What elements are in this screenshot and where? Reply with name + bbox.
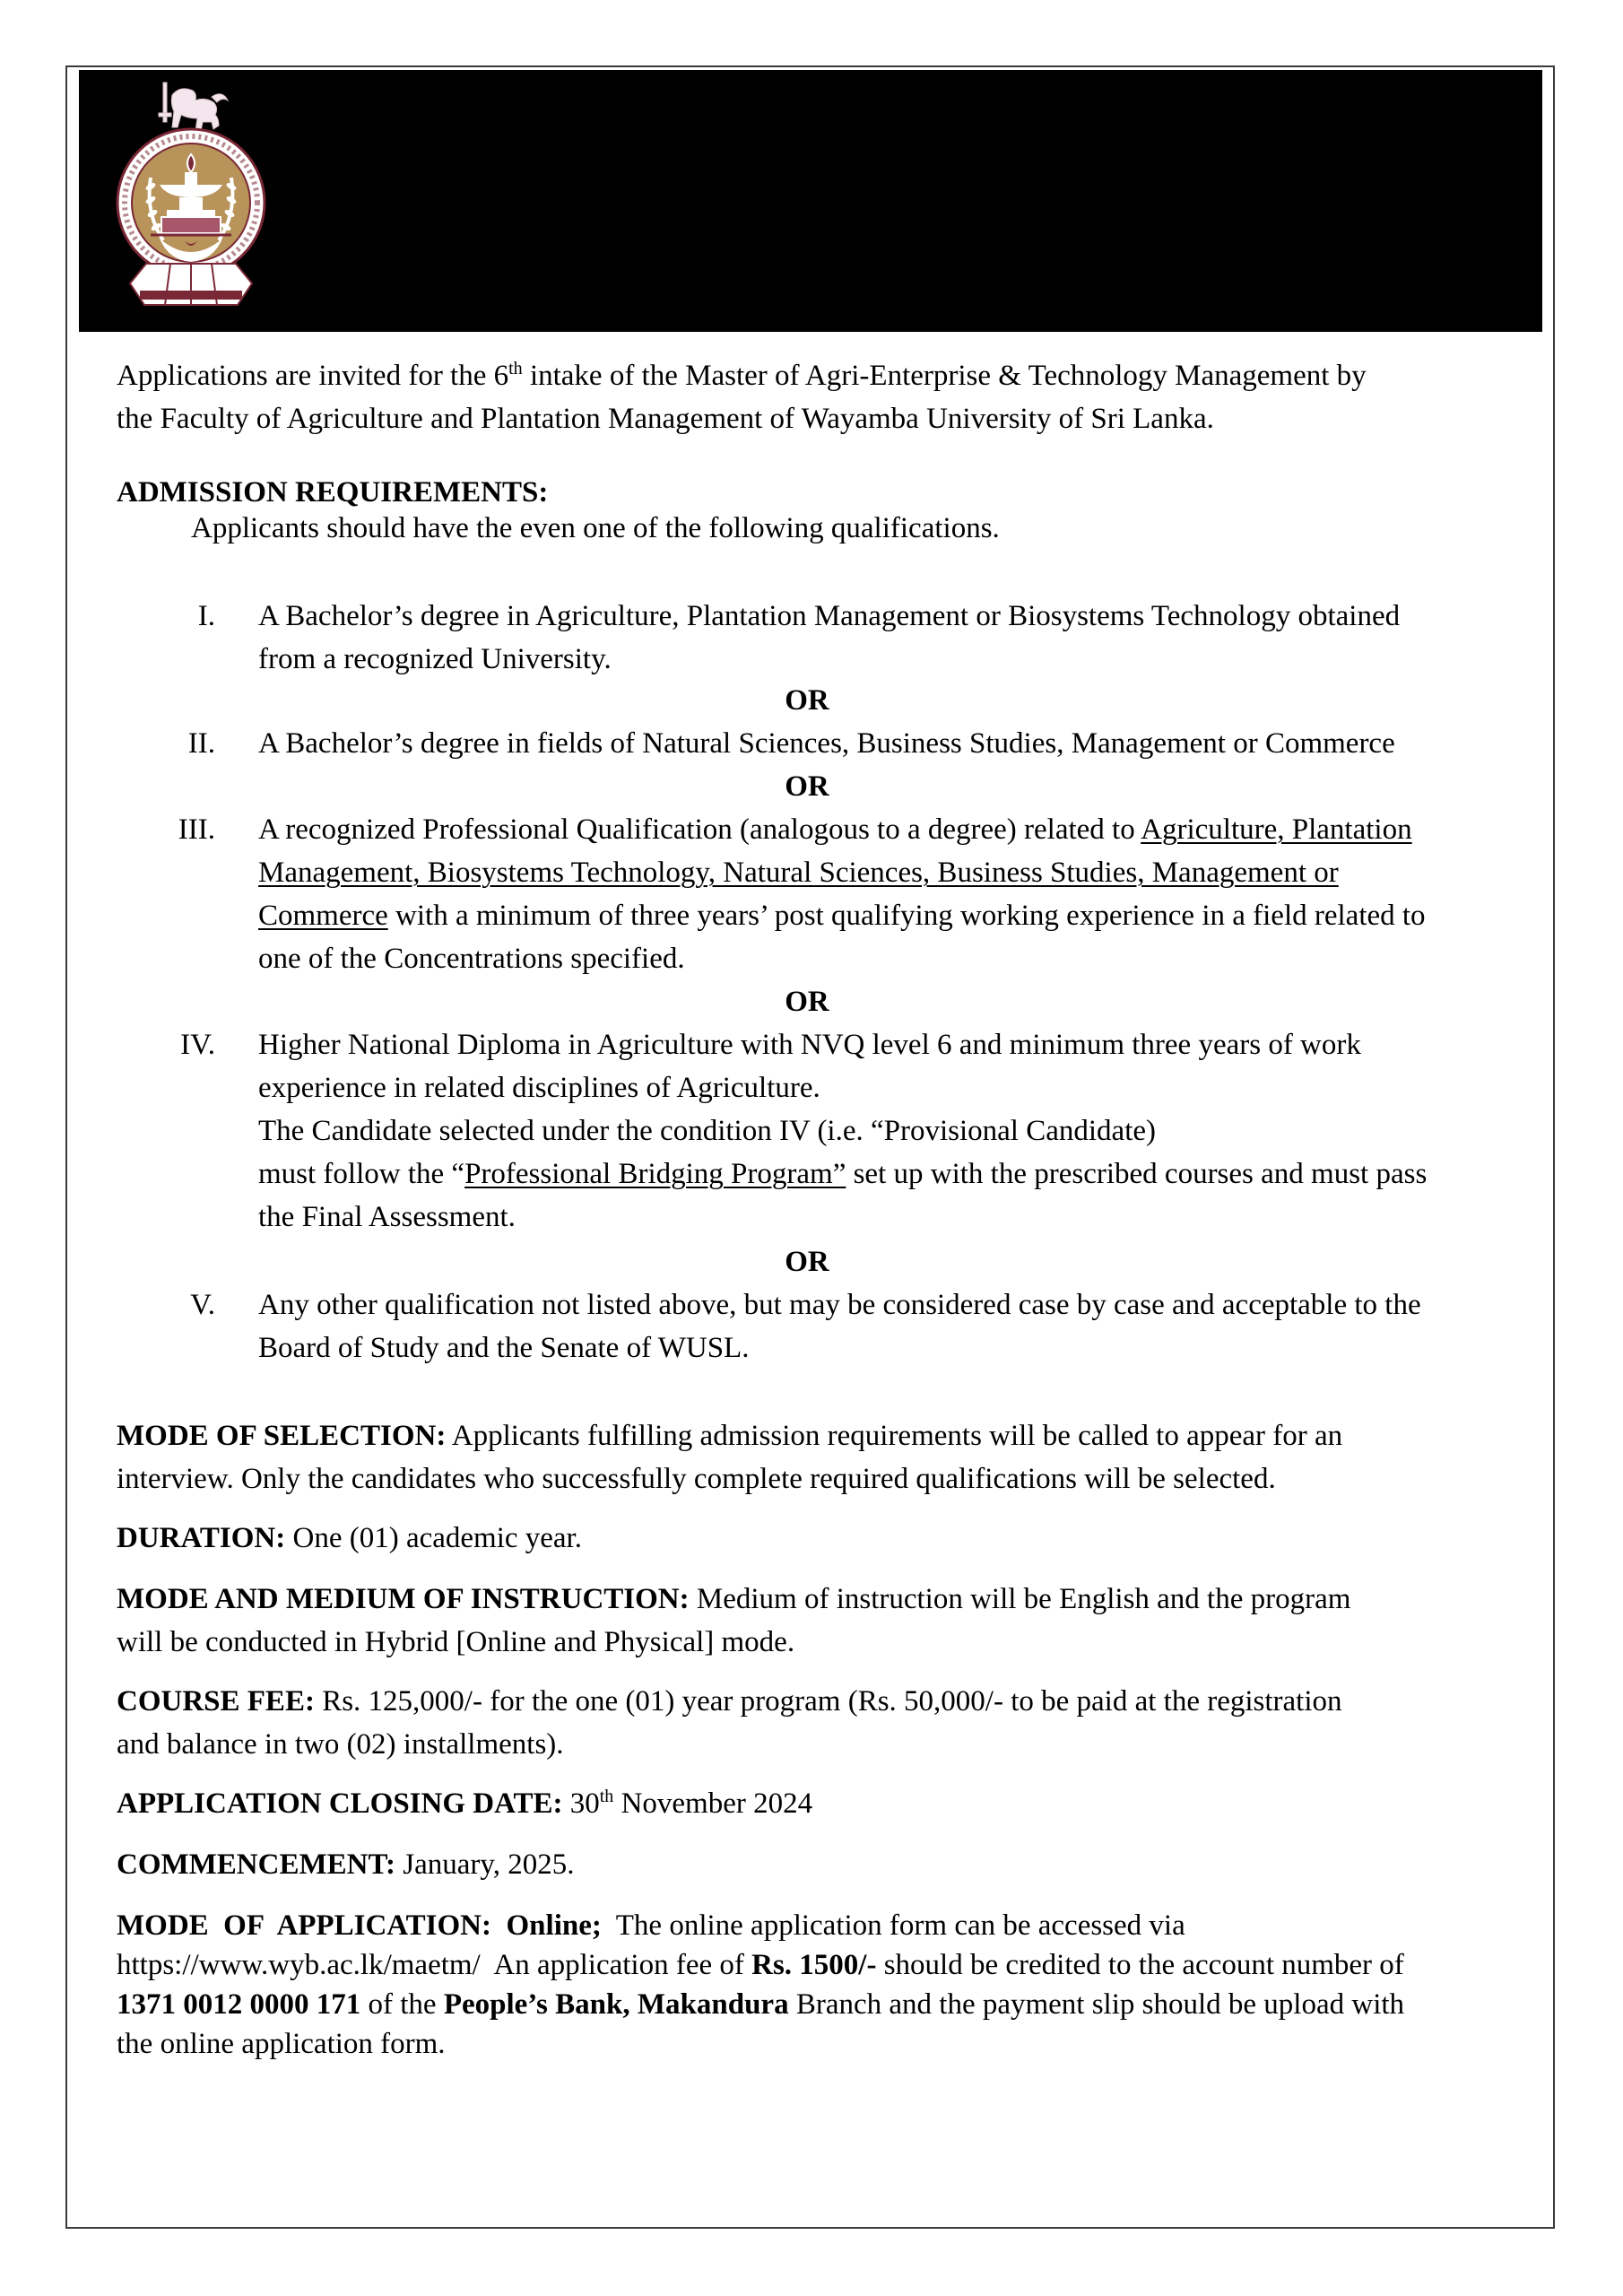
mode-of-application: MODE OF APPLICATION: Online; The online application form can be accessed via https://www.wyb.ac.lk/maetm/ An application fee of Rs. 1500/- should be credited to the account number of 1371 0012 0000 171 of the People’s Bank, Makandura Branch and the payment slip should be upload with the online application form. (117, 1909, 1405, 2060)
mode-of-instruction: MODE AND MEDIUM OF INSTRUCTION: Medium of instruction will be English and the program will be conducted in Hybrid [Online and Physical] mode. (117, 1583, 1351, 1658)
closing-date: APPLICATION CLOSING DATE: 30th November 2024 (117, 1787, 813, 1820)
or-separator: OR (785, 986, 829, 1018)
university-name: WAYAMBA UNIVERSITY OF SRI LANKA (659, 215, 1147, 253)
intro-paragraph: Applications are invited for the 6th intake of the Master of Agri-Enterprise & Technology Management by the Faculty of Agriculture and Plantation Management of Wayamba University of Sri Lanka. (117, 359, 1367, 435)
or-separator: OR (785, 770, 829, 803)
application-url[interactable]: https://www.wyb.ac.lk/maetm/ (117, 1949, 481, 1981)
faculty-name: Faculty of Agriculture & Plantation Management (439, 165, 1178, 204)
bridging-program-link: Professional Bridging Program” (464, 1158, 846, 1190)
duration: DURATION: One (01) academic year. (117, 1522, 582, 1554)
university-address: Makandura, Gonawila (NWP) 60170, Sri Lanka (608, 265, 1109, 293)
admission-heading: ADMISSION REQUIREMENTS: (117, 476, 549, 509)
or-separator: OR (785, 684, 829, 717)
commencement: COMMENCEMENT: January, 2025. (117, 1848, 575, 1881)
university-crest-icon (106, 79, 276, 321)
course-fee: COURSE FEE: Rs. 125,000/- for the one (01) year program (Rs. 50,000/- to be paid at the registration and balance in two (02) installments). (117, 1685, 1342, 1761)
admission-subtitle: Applicants should have the even one of the following qualifications. (191, 512, 1000, 544)
account-number: 1371 0012 0000 171 (117, 1988, 361, 2021)
or-separator: OR (785, 1246, 829, 1278)
mode-of-selection: MODE OF SELECTION: Applicants fulfilling admission requirements will be called to appear for an interview. Only the candidates who successfully complete required qualifications will be selected. (117, 1420, 1343, 1495)
program-title: Master of Agri-Enterprise & Technology Management (332, 101, 1413, 156)
